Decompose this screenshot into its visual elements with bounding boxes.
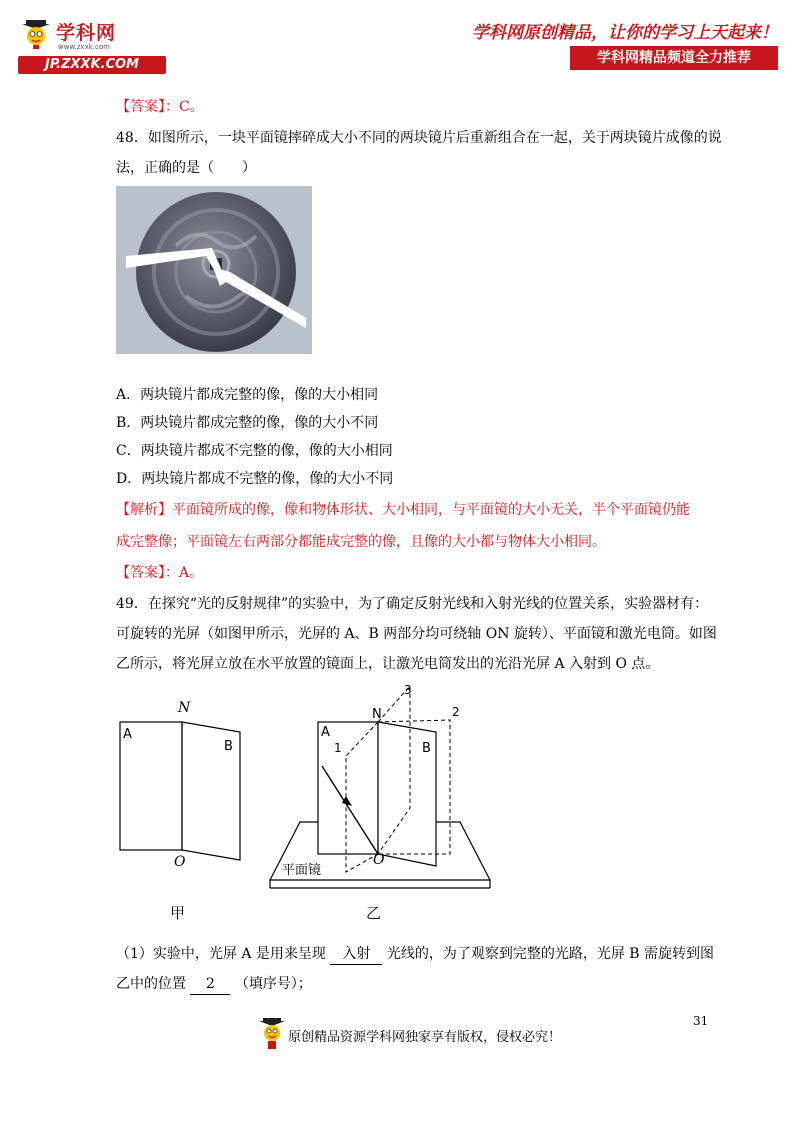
- screen-a-yi: [318, 722, 378, 854]
- label-b-yi: B: [422, 741, 431, 756]
- label-position-2: 2: [452, 705, 460, 719]
- sub1-mid: 光线的，为了观察到完整的光路，光屏 B 需旋转到图: [386, 946, 715, 962]
- q48-analysis-line2: 成完整像；平面镜左右两部分都能成完整的像，且像的大小都与物体大小相同。: [116, 534, 606, 550]
- label-b-jia: B: [224, 739, 233, 754]
- label-mirror: 平面镜: [282, 863, 322, 878]
- light-reflection-diagram: [110, 682, 500, 932]
- label-o-jia: O: [174, 854, 186, 870]
- label-o-yi: O: [373, 852, 385, 868]
- logo-subtitle: www.zxxk.com: [58, 43, 110, 51]
- sub1-line2-prefix: 乙中的位置: [116, 976, 186, 992]
- header-slogan: 学科网原创精品，让你的学习上天起来！: [472, 23, 778, 43]
- page-number: 31: [693, 1014, 709, 1028]
- mirror-image-icon: [116, 186, 312, 354]
- label-a-jia: A: [123, 727, 132, 742]
- q48-option-c: C．两块镜片都成不完整的像，像的大小相同: [116, 443, 393, 459]
- figure-jia: [120, 700, 240, 870]
- q49-stem-line2: 可旋转的光屏（如图甲所示，光屏的 A、B 两部分均可绕轴 ON 旋转）、平面镜和激光电筒。如图: [116, 626, 717, 642]
- zxxk-logo[interactable]: [16, 16, 166, 74]
- caption-yi: 乙: [366, 904, 382, 922]
- caption-jia: 甲: [170, 904, 186, 922]
- q49-stem-line3: 乙所示，将光屏立放在水平放置的镜面上，让激光电筒发出的光沿光屏 A 入射到 O 点。: [116, 656, 660, 672]
- label-position-3: 3: [404, 683, 412, 697]
- analysis-text: 平面镜所成的像，像和物体形状、大小相同，与平面镜的大小无关，半个平面镜仍能: [172, 502, 690, 518]
- label-a-yi: A: [321, 725, 330, 740]
- label-position-1: 1: [334, 741, 342, 755]
- q48-stem-line1: 48．如图所示，一块平面镜摔碎成大小不同的两块镜片后重新组合在一起，关于两块镜片成像的说: [116, 130, 722, 146]
- label-n-jia: N: [178, 700, 191, 716]
- answer-text: ：A。: [165, 565, 204, 581]
- header-banner: 学科网精品频道全力推荐: [570, 46, 778, 70]
- sub1-prefix: （1）实验中，光屏 A 是用来呈现: [116, 946, 326, 962]
- q48-option-b: B．两块镜片都成完整的像，像的大小不同: [116, 415, 379, 431]
- answer-tag: 【答案】: [116, 99, 165, 115]
- sub1-suffix: （填序号）；: [234, 976, 312, 992]
- q49-sub1-line2: [116, 974, 312, 995]
- answer-text: ：C。: [165, 99, 204, 115]
- mascot-icon: [20, 18, 54, 50]
- q48-stem-line2: 法，正确的是（ ）: [116, 160, 256, 176]
- q48-analysis-line1: [116, 500, 690, 520]
- q48-answer: [116, 563, 203, 583]
- broken-mirror-photo: [116, 186, 312, 354]
- label-n-yi: N: [372, 707, 382, 722]
- answer-tag: 【答案】: [116, 565, 165, 581]
- q48-option-a: A．两块镜片都成完整的像，像的大小相同: [116, 387, 379, 403]
- page-header: [0, 0, 800, 90]
- logo-name: 学科网: [56, 22, 117, 44]
- figure-yi: [270, 683, 490, 888]
- analysis-tag: 【解析】: [116, 502, 172, 518]
- q47-answer: [116, 97, 204, 117]
- sub1-blank-2: 2: [190, 974, 230, 995]
- copyright-notice: 原创精品资源学科网独家享有版权，侵权必究！: [288, 1030, 562, 1045]
- q48-option-d: D．两块镜片都成不完整的像，像的大小不同: [116, 471, 394, 487]
- q49-stem-line1: 49．在探究“光的反射规律”的实验中，为了确定反射光线和入射光线的位置关系，实验器材有：: [116, 596, 709, 612]
- logo-url[interactable]: JP.ZXXK.COM: [18, 56, 166, 74]
- q49-sub1-line1: [116, 944, 714, 965]
- sub1-blank-1: 入射: [330, 944, 382, 965]
- mascot-icon: [258, 1016, 286, 1050]
